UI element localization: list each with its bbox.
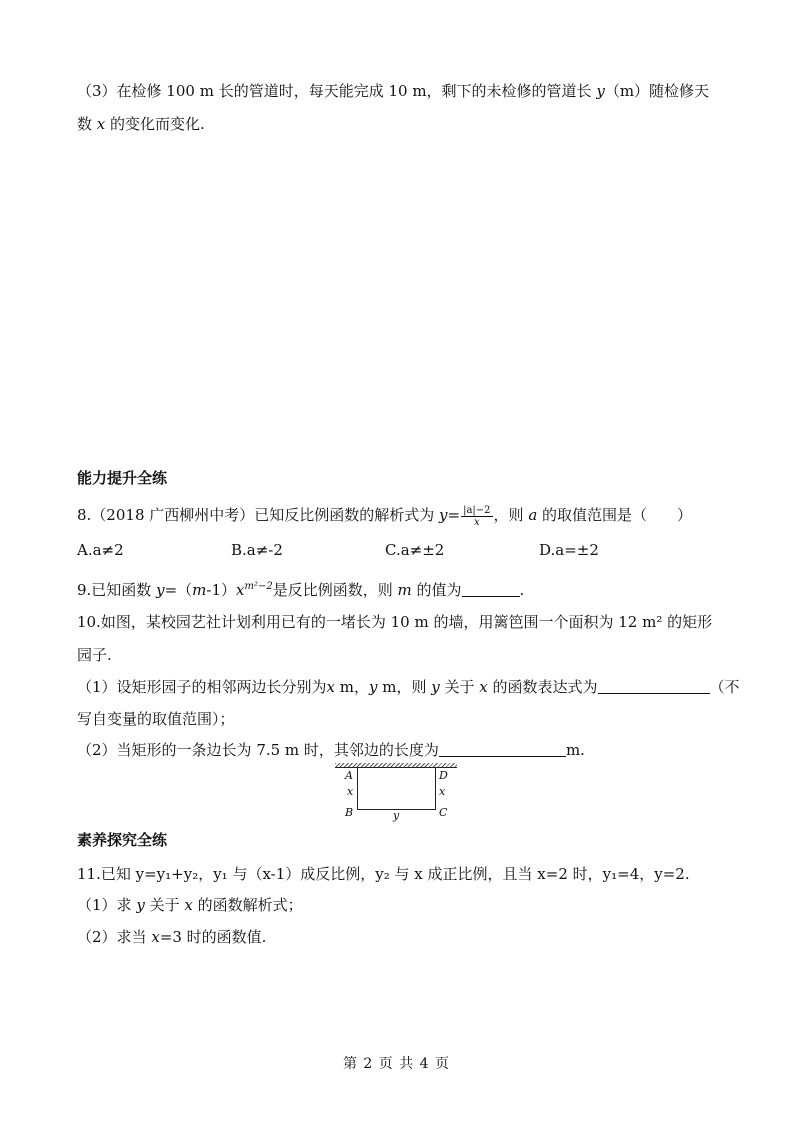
q10-p1-text-e: 的函数表达式为 — [487, 678, 598, 696]
q9-end: . — [519, 581, 525, 599]
figure-label-x-left: x — [347, 785, 354, 798]
q9-var-y: y — [156, 581, 165, 599]
q10-p1-text-f: （不 — [709, 678, 740, 696]
q10-p1-text-d: 关于 — [439, 678, 480, 696]
q10-part2 — [77, 740, 585, 760]
q11-text-b: 关于 — [144, 896, 185, 914]
q11-text-e: =3 时的函数值. — [159, 928, 267, 946]
figure-label-y: y — [393, 809, 400, 822]
q3-text-c: 数 — [77, 115, 97, 133]
q11-text-a: （1）求 — [77, 896, 137, 914]
q8-stem — [77, 502, 692, 528]
q8-fraction — [461, 505, 492, 528]
q11-var-x: x — [184, 896, 193, 914]
q9-mid2: -1） — [206, 581, 237, 599]
q10-line-2: 园子. — [77, 646, 112, 664]
q10-p1-var-x: x — [326, 678, 336, 696]
q9-prefix: 9.已知函数 — [77, 581, 157, 599]
q8-fraction-denominator: x — [474, 516, 480, 528]
garden-rectangle — [357, 768, 436, 810]
figure-label-d: D — [439, 769, 448, 782]
q11-line-2 — [77, 895, 303, 915]
q8-var-a: a — [528, 506, 538, 524]
q10-part1-line-1 — [77, 677, 740, 697]
q10-p1-var-x2: x — [479, 678, 488, 696]
section-heading-literacy: 素养探究全练 — [77, 831, 168, 849]
q9-suffix-a: 是反比例函数，则 — [272, 581, 398, 599]
q9-answer-blank[interactable] — [462, 582, 520, 597]
q8-fraction-numerator: |a|−2 — [463, 504, 491, 516]
q3-var-x: x — [96, 115, 106, 133]
q9-var-m: m — [192, 581, 207, 599]
q8-var-y: y — [439, 506, 448, 524]
q3-text-d: 的变化而变化. — [105, 115, 205, 133]
q11-line-3 — [77, 927, 266, 947]
figure-label-b: B — [345, 806, 354, 819]
figure-label-x-right: x — [439, 785, 446, 798]
q10-p1-answer-blank[interactable] — [598, 679, 710, 694]
q11-text-d: （2）求当 — [77, 928, 152, 946]
q11-var-y: y — [136, 896, 145, 914]
page-footer: 第 2 页 共 4 页 — [342, 1056, 451, 1072]
q10-p1-text-c: m，则 — [377, 678, 432, 696]
q9-var-x: x — [236, 581, 245, 599]
q10-figure — [335, 763, 460, 823]
q3-var-y: y — [596, 82, 605, 100]
q3-line-2 — [77, 114, 205, 134]
q8-option-d: D.a=±2 — [539, 541, 599, 559]
q8-equals: = — [447, 506, 461, 524]
q8-option-a: A.a≠2 — [77, 541, 124, 559]
q10-p1-text-a: （1）设矩形园子的相邻两边长分别为 — [77, 678, 327, 696]
q10-p2-text-b: m. — [565, 741, 585, 759]
q8-suffix-a: ，则 — [493, 506, 529, 524]
q8-option-c: C.a≠±2 — [385, 541, 445, 559]
q8-option-b: B.a≠-2 — [231, 541, 283, 559]
q9-stem — [77, 577, 524, 600]
q8-suffix-b: 的取值范围是（ ） — [537, 506, 693, 524]
q10-p1-var-y: y — [369, 678, 378, 696]
q11-text-c: 的函数解析式； — [192, 896, 303, 914]
q9-suffix-b: 的值为 — [411, 581, 462, 599]
q3-line-1 — [77, 81, 709, 101]
q10-p1-text-b: m， — [335, 678, 370, 696]
q9-mid: =（ — [164, 581, 193, 599]
q10-p1-var-y2: y — [431, 678, 440, 696]
q10-part1-line-2: 写自变量的取值范围）； — [77, 710, 235, 728]
q10-p2-text-a: （2）当矩形的一条边长为 7.5 m 时，其邻边的长度为 — [77, 741, 439, 759]
q3-text-b: （m）随检修天 — [604, 82, 710, 100]
q9-exponent: m²−2 — [244, 581, 273, 592]
q11-var-x2: x — [151, 928, 160, 946]
q9-var-m2: m — [397, 581, 412, 599]
section-heading-ability: 能力提升全练 — [77, 469, 168, 487]
q3-text-a: （3）在检修 100 m 长的管道时，每天能完成 10 m，剩下的未检修的管道长 — [77, 82, 597, 100]
q10-p2-answer-blank[interactable] — [439, 742, 566, 757]
q11-line-1: 11.已知 y=y₁+y₂，y₁ 与（x-1）成反比例，y₂ 与 x 成正比例，且当 x=2 时，y₁=4，y=2. — [77, 865, 690, 883]
figure-label-c: C — [439, 806, 448, 819]
q8-prefix: 8.（2018 广西柳州中考）已知反比例函数的解析式为 — [77, 506, 440, 524]
figure-label-a: A — [345, 769, 353, 782]
q10-line-1: 10.如图，某校园艺社计划利用已有的一堵长为 10 m 的墙，用篱笆围一个面积为 12 m² 的矩形 — [77, 613, 713, 631]
